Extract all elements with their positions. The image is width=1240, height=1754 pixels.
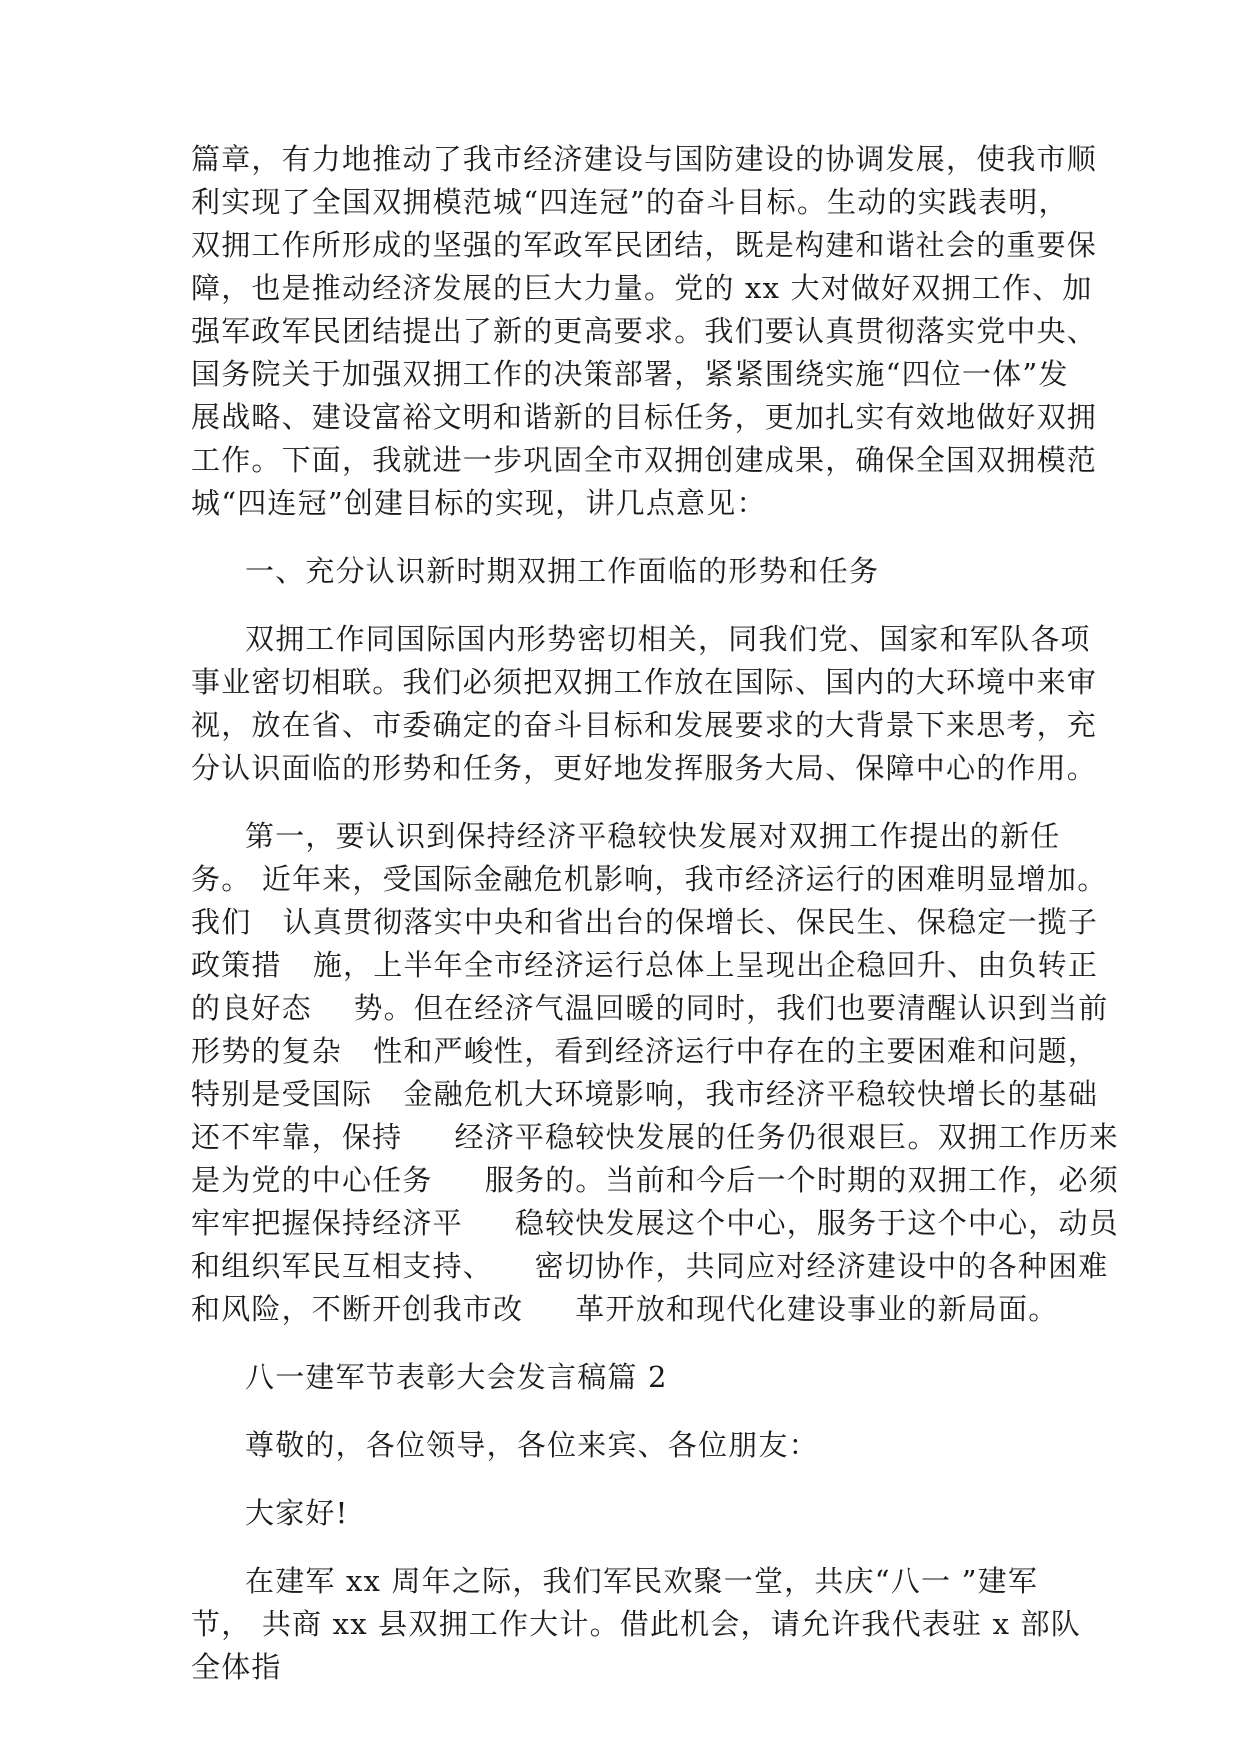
- text-line: 工作。下面，我就进一步巩固全市双拥创建成果，确保全国双拥模范: [191, 443, 1098, 477]
- text-line: 是为党的中心任务 服务的。当前和今后一个时期的双拥工作，必须: [191, 1163, 1119, 1197]
- text-line: 事业密切相联。我们必须把双拥工作放在国际、国内的大环境中来审: [191, 665, 1098, 699]
- text-line: 在建军 xx 周年之际，我们军民欢聚一堂，共庆“八一 ”建军: [245, 1564, 1039, 1598]
- text-line: 篇章，有力地推动了我市经济建设与国防建设的协调发展，使我市顺: [191, 142, 1098, 176]
- text-line: 特别是受国际 金融危机大环境影响，我市经济平稳较快增长的基础: [191, 1077, 1099, 1111]
- text-line: 还不牢靠，保持 经济平稳较快发展的任务仍很艰巨。双拥工作历来: [191, 1120, 1119, 1154]
- text-line: 分认识面临的形势和任务，更好地发挥服务大局、保障中心的作用。: [191, 751, 1098, 785]
- text-line: 节， 共商 xx 县双拥工作大计。借此机会，请允许我代表驻 x 部队: [191, 1607, 1081, 1641]
- paragraph-1: [191, 138, 1098, 525]
- text-line: 国务院关于加强双拥工作的决策部署，紧紧围绕实施“四位一体”发: [191, 357, 1069, 391]
- text-line: 的良好态 势。但在经济气温回暖的同时，我们也要清醒认识到当前: [191, 991, 1109, 1025]
- paragraph-3: [191, 815, 1119, 1331]
- section-heading: 一、充分认识新时期双拥工作面临的形势和任务: [245, 554, 880, 588]
- text-line: 城“四连冠”创建目标的实现，讲几点意见：: [191, 486, 767, 520]
- text-line: 展战略、建设富裕文明和谐新的目标任务，更加扎实有效地做好双拥: [191, 400, 1098, 434]
- text-line: 第一，要认识到保持经济平稳较快发展对双拥工作提出的新任: [245, 819, 1061, 853]
- section-title: 八一建军节表彰大会发言稿篇 2: [245, 1360, 668, 1394]
- salutation: 尊敬的，各位领导，各位来宾、各位朋友：: [245, 1428, 819, 1462]
- text-line: 全体指: [191, 1650, 282, 1684]
- text-line: 双拥工作所形成的坚强的军政军民团结，既是构建和谐社会的重要保: [191, 228, 1098, 262]
- document-page: [191, 138, 1119, 1689]
- text-line: 务。 近年来，受国际金融危机影响，我市经济运行的困难明显增加。: [191, 862, 1108, 896]
- text-line: 强军政军民团结提出了新的更高要求。我们要认真贯彻落实党中央、: [191, 314, 1098, 348]
- paragraph-2: [191, 618, 1098, 790]
- text-line: 政策措 施，上半年全市经济运行总体上呈现出企稳回升、由负转正: [191, 948, 1099, 982]
- text-line: 牢牢把握保持经济平 稳较快发展这个中心，服务于这个中心，动员: [191, 1206, 1119, 1240]
- greeting: 大家好!: [245, 1496, 349, 1530]
- text-line: 障，也是推动经济发展的巨大力量。党的 xx 大对做好双拥工作、加: [191, 271, 1093, 305]
- text-line: 和风险，不断开创我市改 革开放和现代化建设事业的新局面。: [191, 1292, 1059, 1326]
- text-line: 和组织军民互相支持、 密切协作，共同应对经济建设中的各种困难: [191, 1249, 1109, 1283]
- text-line: 双拥工作同国际国内形势密切相关，同我们党、国家和军队各项: [245, 622, 1091, 656]
- text-line: 视，放在省、市委确定的奋斗目标和发展要求的大背景下来思考，充: [191, 708, 1098, 742]
- text-line: 形势的复杂 性和严峻性，看到经济运行中存在的主要困难和问题，: [191, 1034, 1099, 1068]
- paragraph-4: [191, 1560, 1081, 1689]
- text-line: 我们 认真贯彻落实中央和省出台的保增长、保民生、保稳定一揽子: [191, 905, 1099, 939]
- text-line: 利实现了全国双拥模范城“四连冠”的奋斗目标。生动的实践表明，: [191, 185, 1069, 219]
